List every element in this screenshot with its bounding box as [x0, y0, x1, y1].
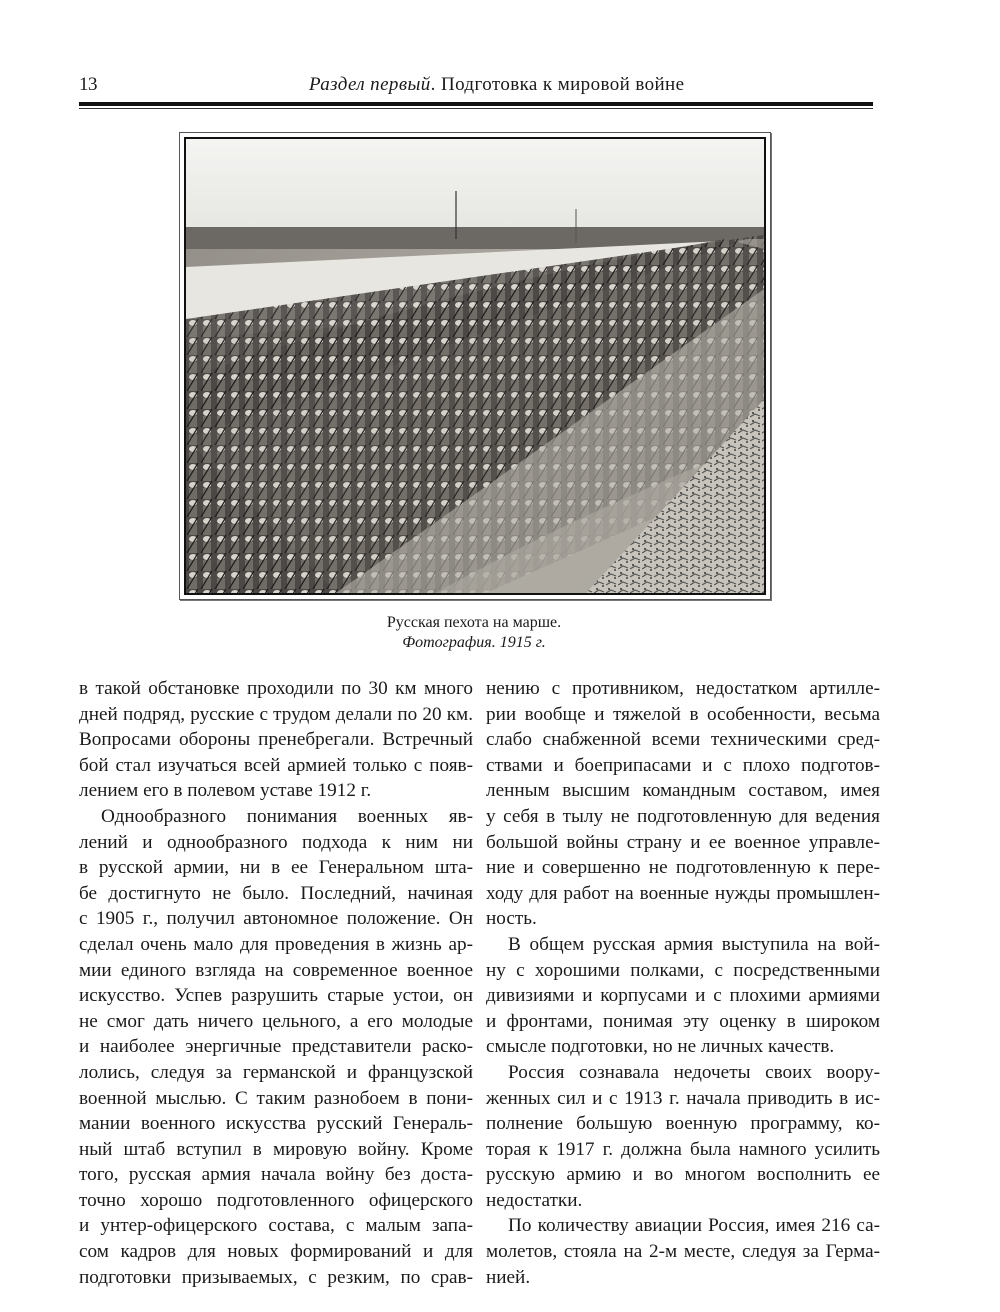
header-rule-thin [79, 108, 873, 109]
text-line: того, русская армия начала войну без доста- [79, 1164, 473, 1186]
photo-frame [179, 132, 771, 600]
running-head [79, 74, 873, 102]
text-line: ствами и боеприпасами и с плохо подготов- [486, 754, 880, 776]
text-line: лолись, следуя за германской и французской [79, 1061, 473, 1083]
text-line: ходу для работ на военные нужды промышлен- [486, 882, 880, 904]
text-line: военной мыслью. С таким разнобоем в пони- [79, 1087, 473, 1109]
text-line: сделал очень мало для проведения в жизнь ар- [79, 933, 473, 955]
text-line: дивизиями и корпусами и с плохими армиями [486, 985, 880, 1007]
text-line: точно хорошо подготовленного офицерского [79, 1189, 473, 1211]
text-line: ленным высшим командным составом, имея [486, 780, 880, 802]
text-line: с 1905 г., получил автономное положение. Он [79, 908, 473, 930]
text-line: дней подряд, русские с трудом делали по 20 км. [79, 703, 473, 725]
text-line: Вопросами обороны пренебрегали. Встречный [79, 729, 473, 751]
section-label: Раздел первый [309, 74, 431, 95]
text-line: и наиболее энергичные представители раско- [79, 1036, 473, 1058]
text-line: большой войны страну и ее военное управле- [486, 831, 880, 853]
text-line: молетов, стояла на 2-м месте, следуя за Герма- [486, 1241, 880, 1263]
running-title [309, 74, 684, 96]
text-line: в такой обстановке проходили по 30 км много [79, 678, 473, 699]
text-line: полнение большую военную программу, ко- [486, 1113, 880, 1135]
text-line: нией. [486, 1266, 531, 1288]
text-line: По количеству авиации Россия, имея 216 са- [508, 1215, 880, 1237]
text-line: Россия сознавала недочеты своих воору- [508, 1061, 880, 1083]
text-line: рии вообще и тяжелой в особенности, весьма [486, 703, 880, 725]
text-line: ние и совершенно не подготовленную к пере- [486, 857, 880, 879]
text-line: лений и однообразного подхода к ним ни [79, 831, 473, 853]
text-line: лением его в полевом уставе 1912 г. [79, 780, 372, 802]
text-line: недостатки. [486, 1189, 583, 1211]
header-rule-thick [79, 102, 873, 106]
infantry-march-photo [184, 137, 766, 595]
text-line: Однообразного понимания военных яв- [101, 805, 473, 827]
text-line: нению с противником, недостатком артилле- [486, 678, 880, 699]
text-line: русскую армию и во многом восполнить ее [486, 1164, 880, 1186]
text-line: ну с хорошими полками, с посредственными [486, 959, 880, 981]
text-line: мании военного искусства русский Генераль- [79, 1113, 473, 1135]
text-line: смысле подготовки, но не личных качеств. [486, 1036, 835, 1058]
text-line: и унтер-офицерского состава, с малым запа- [79, 1215, 473, 1237]
page-number: 13 [79, 74, 97, 95]
text-line: мии единого взгляда на современное военное [79, 959, 473, 981]
photo-illustration [186, 139, 764, 593]
text-line: не смог дать ничего цельного, а его молодые [79, 1010, 473, 1032]
text-line: бе достигнуто не было. Последний, начиная [79, 882, 473, 904]
text-line: торая к 1917 г. должна была намного усилить [486, 1138, 880, 1160]
text-line: бой стал изучаться всей армией только с появ- [79, 754, 473, 776]
chapter-title: Подготовка к мировой войне [440, 74, 685, 95]
text-line: искусство. Успев разрушить старые устои, он [79, 985, 473, 1007]
text-line: сом кадров для новых формирований и для [79, 1241, 473, 1263]
text-line: женных сил и с 1913 г. начала приводить в ис- [486, 1087, 880, 1109]
text-line: в русской армии, ни в ее Генеральном шта- [79, 857, 473, 879]
figure-caption-source: Фотография. 1915 г. [402, 634, 546, 651]
text-line: ный штаб вступил в мировую войну. Кроме [79, 1138, 473, 1160]
text-line: слабо снабженной всеми техническими сред- [486, 729, 880, 751]
text-line: у себя в тылу не подготовленную для ведения [486, 805, 880, 827]
text-line: подготовки призываемых, с резким, по срав- [79, 1266, 473, 1288]
text-column-left [79, 676, 473, 1290]
photo-sky [186, 139, 764, 231]
text-column-right [486, 676, 880, 1290]
text-line: В общем русская армия выступила на вой- [508, 933, 880, 955]
text-line: ность. [486, 908, 537, 930]
title-separator: . [430, 74, 441, 95]
figure-caption: Русская пехота на марше. [386, 614, 562, 631]
text-line: и фронтами, понимая эту оценку в широком [486, 1010, 880, 1032]
